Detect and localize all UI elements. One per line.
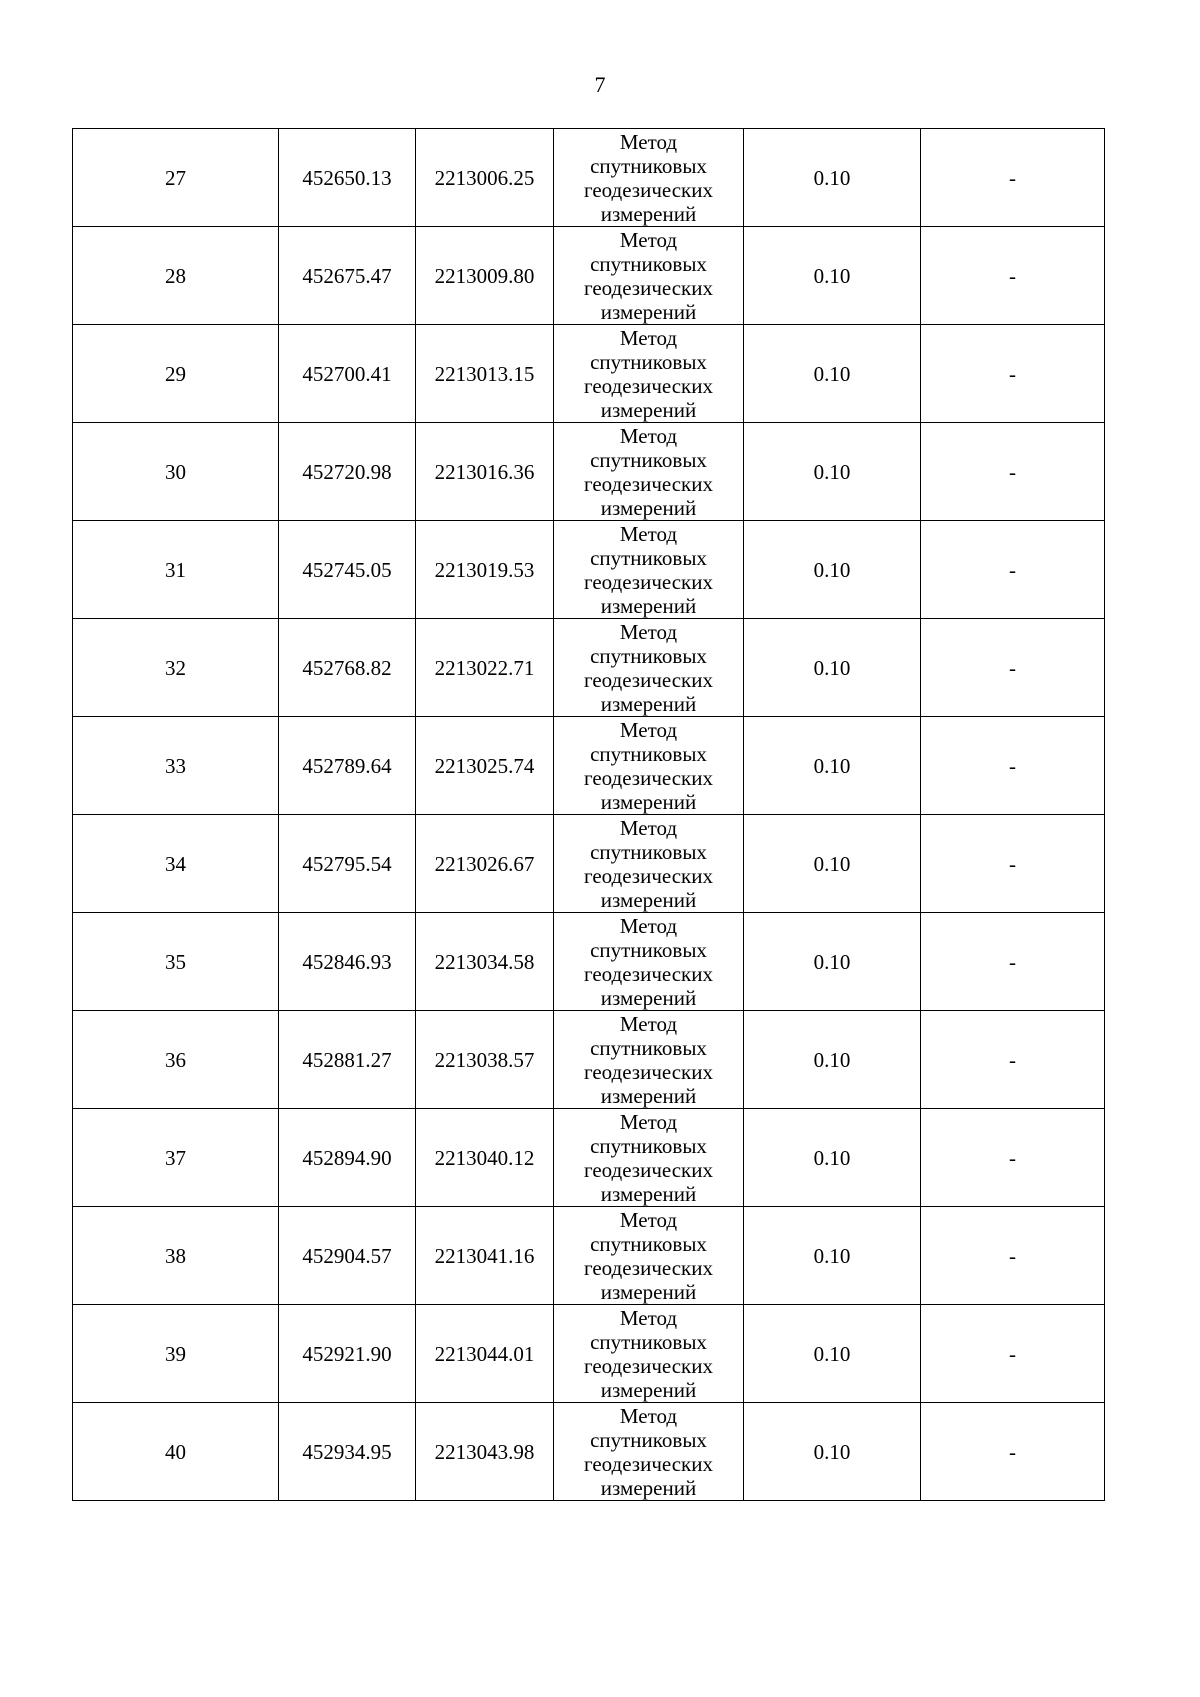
table-row	[73, 1305, 1105, 1403]
method-cell	[554, 717, 744, 815]
method-line: геодезических	[583, 373, 713, 398]
point-number-cell: 33	[73, 717, 279, 815]
point-number-cell: 30	[73, 423, 279, 521]
y-coordinate-cell: 2213009.80	[416, 227, 554, 325]
method-line: спутниковых	[590, 153, 707, 178]
method-cell	[554, 1109, 744, 1207]
method-line: измерений	[600, 1083, 697, 1108]
y-coordinate-cell: 2213025.74	[416, 717, 554, 815]
method-line: измерений	[600, 985, 697, 1010]
method-line: спутниковых	[590, 643, 707, 668]
note-cell: -	[921, 1305, 1105, 1403]
accuracy-cell: 0.10	[744, 1109, 921, 1207]
table-row	[73, 521, 1105, 619]
table-row	[73, 1011, 1105, 1109]
point-number-cell: 39	[73, 1305, 279, 1403]
accuracy-cell: 0.10	[744, 815, 921, 913]
method-line: геодезических	[583, 765, 713, 790]
method-line: геодезических	[583, 667, 713, 692]
accuracy-cell: 0.10	[744, 227, 921, 325]
table-row	[73, 129, 1105, 227]
y-coordinate-cell: 2213006.25	[416, 129, 554, 227]
method-line: спутниковых	[590, 1329, 707, 1354]
point-number-cell: 40	[73, 1403, 279, 1501]
x-coordinate-cell: 452789.64	[279, 717, 416, 815]
table-row	[73, 1403, 1105, 1501]
x-coordinate-cell: 452881.27	[279, 1011, 416, 1109]
table-row	[73, 1207, 1105, 1305]
method-line: измерений	[600, 1279, 697, 1304]
note-cell: -	[921, 1207, 1105, 1305]
method-line: Метод	[619, 1207, 678, 1232]
method-line: Метод	[619, 423, 678, 448]
point-number-cell: 38	[73, 1207, 279, 1305]
method-line: геодезических	[583, 1255, 713, 1280]
note-cell: -	[921, 717, 1105, 815]
method-line: Метод	[619, 913, 678, 938]
y-coordinate-cell: 2213044.01	[416, 1305, 554, 1403]
x-coordinate-cell: 452934.95	[279, 1403, 416, 1501]
note-cell: -	[921, 129, 1105, 227]
x-coordinate-cell: 452745.05	[279, 521, 416, 619]
point-number-cell: 27	[73, 129, 279, 227]
x-coordinate-cell: 452846.93	[279, 913, 416, 1011]
method-cell	[554, 227, 744, 325]
method-line: Метод	[619, 1403, 678, 1428]
point-number-cell: 35	[73, 913, 279, 1011]
method-line: измерений	[600, 887, 697, 912]
method-line: спутниковых	[590, 937, 707, 962]
x-coordinate-cell: 452700.41	[279, 325, 416, 423]
accuracy-cell: 0.10	[744, 129, 921, 227]
method-line: измерений	[600, 201, 697, 226]
method-line: измерений	[600, 1475, 697, 1500]
y-coordinate-cell: 2213041.16	[416, 1207, 554, 1305]
accuracy-cell: 0.10	[744, 1207, 921, 1305]
table-row	[73, 325, 1105, 423]
accuracy-cell: 0.10	[744, 521, 921, 619]
method-line: Метод	[619, 227, 678, 252]
method-cell	[554, 423, 744, 521]
note-cell: -	[921, 227, 1105, 325]
point-number-cell: 36	[73, 1011, 279, 1109]
method-line: Метод	[619, 325, 678, 350]
method-line: Метод	[619, 1109, 678, 1134]
method-cell	[554, 1403, 744, 1501]
y-coordinate-cell: 2213034.58	[416, 913, 554, 1011]
method-line: спутниковых	[590, 349, 707, 374]
method-line: геодезических	[583, 1451, 713, 1476]
method-line: геодезических	[583, 1353, 713, 1378]
method-line: геодезических	[583, 1059, 713, 1084]
method-line: геодезических	[583, 863, 713, 888]
method-line: спутниковых	[590, 741, 707, 766]
accuracy-cell: 0.10	[744, 913, 921, 1011]
note-cell: -	[921, 325, 1105, 423]
y-coordinate-cell: 2213022.71	[416, 619, 554, 717]
y-coordinate-cell: 2213038.57	[416, 1011, 554, 1109]
table-row	[73, 423, 1105, 521]
method-line: измерений	[600, 1377, 697, 1402]
x-coordinate-cell: 452650.13	[279, 129, 416, 227]
method-line: Метод	[619, 815, 678, 840]
point-number-cell: 31	[73, 521, 279, 619]
method-line: геодезических	[583, 1157, 713, 1182]
method-line: спутниковых	[590, 251, 707, 276]
note-cell: -	[921, 913, 1105, 1011]
method-cell	[554, 619, 744, 717]
method-line: спутниковых	[590, 1231, 707, 1256]
method-cell	[554, 129, 744, 227]
method-line: геодезических	[583, 569, 713, 594]
table-row	[73, 913, 1105, 1011]
y-coordinate-cell: 2213026.67	[416, 815, 554, 913]
accuracy-cell: 0.10	[744, 717, 921, 815]
method-line: Метод	[619, 1305, 678, 1330]
page-number: 7	[594, 72, 606, 97]
method-cell	[554, 1305, 744, 1403]
method-line: спутниковых	[590, 1035, 707, 1060]
method-line: измерений	[600, 1181, 697, 1206]
method-cell	[554, 1207, 744, 1305]
x-coordinate-cell: 452720.98	[279, 423, 416, 521]
accuracy-cell: 0.10	[744, 325, 921, 423]
note-cell: -	[921, 619, 1105, 717]
note-cell: -	[921, 1011, 1105, 1109]
point-number-cell: 34	[73, 815, 279, 913]
point-number-cell: 37	[73, 1109, 279, 1207]
y-coordinate-cell: 2213043.98	[416, 1403, 554, 1501]
y-coordinate-cell: 2213019.53	[416, 521, 554, 619]
x-coordinate-cell: 452904.57	[279, 1207, 416, 1305]
method-cell	[554, 913, 744, 1011]
method-line: Метод	[619, 619, 678, 644]
method-cell	[554, 1011, 744, 1109]
method-line: геодезических	[583, 275, 713, 300]
accuracy-cell: 0.10	[744, 1011, 921, 1109]
note-cell: -	[921, 521, 1105, 619]
y-coordinate-cell: 2213016.36	[416, 423, 554, 521]
method-line: спутниковых	[590, 839, 707, 864]
coordinates-table	[72, 128, 1105, 1501]
x-coordinate-cell: 452894.90	[279, 1109, 416, 1207]
method-line: Метод	[619, 521, 678, 546]
x-coordinate-cell: 452921.90	[279, 1305, 416, 1403]
method-line: геодезических	[583, 471, 713, 496]
method-cell	[554, 325, 744, 423]
method-line: измерений	[600, 495, 697, 520]
method-line: измерений	[600, 397, 697, 422]
table-body	[73, 129, 1105, 1501]
method-line: Метод	[619, 717, 678, 742]
method-line: Метод	[619, 129, 678, 154]
accuracy-cell: 0.10	[744, 423, 921, 521]
x-coordinate-cell: 452768.82	[279, 619, 416, 717]
method-line: Метод	[619, 1011, 678, 1036]
method-line: измерений	[600, 299, 697, 324]
x-coordinate-cell: 452675.47	[279, 227, 416, 325]
method-line: геодезических	[583, 961, 713, 986]
note-cell: -	[921, 1403, 1105, 1501]
point-number-cell: 28	[73, 227, 279, 325]
table-row	[73, 227, 1105, 325]
y-coordinate-cell: 2213040.12	[416, 1109, 554, 1207]
table-row	[73, 1109, 1105, 1207]
accuracy-cell: 0.10	[744, 1305, 921, 1403]
note-cell: -	[921, 815, 1105, 913]
method-line: спутниковых	[590, 1133, 707, 1158]
table-row	[73, 815, 1105, 913]
accuracy-cell: 0.10	[744, 1403, 921, 1501]
point-number-cell: 29	[73, 325, 279, 423]
method-line: измерений	[600, 593, 697, 618]
method-cell	[554, 521, 744, 619]
method-line: спутниковых	[590, 447, 707, 472]
method-cell	[554, 815, 744, 913]
method-line: спутниковых	[590, 1427, 707, 1452]
method-line: геодезических	[583, 177, 713, 202]
note-cell: -	[921, 1109, 1105, 1207]
method-line: измерений	[600, 691, 697, 716]
method-line: измерений	[600, 789, 697, 814]
table-row	[73, 717, 1105, 815]
point-number-cell: 32	[73, 619, 279, 717]
table-row	[73, 619, 1105, 717]
accuracy-cell: 0.10	[744, 619, 921, 717]
y-coordinate-cell: 2213013.15	[416, 325, 554, 423]
note-cell: -	[921, 423, 1105, 521]
x-coordinate-cell: 452795.54	[279, 815, 416, 913]
method-line: спутниковых	[590, 545, 707, 570]
